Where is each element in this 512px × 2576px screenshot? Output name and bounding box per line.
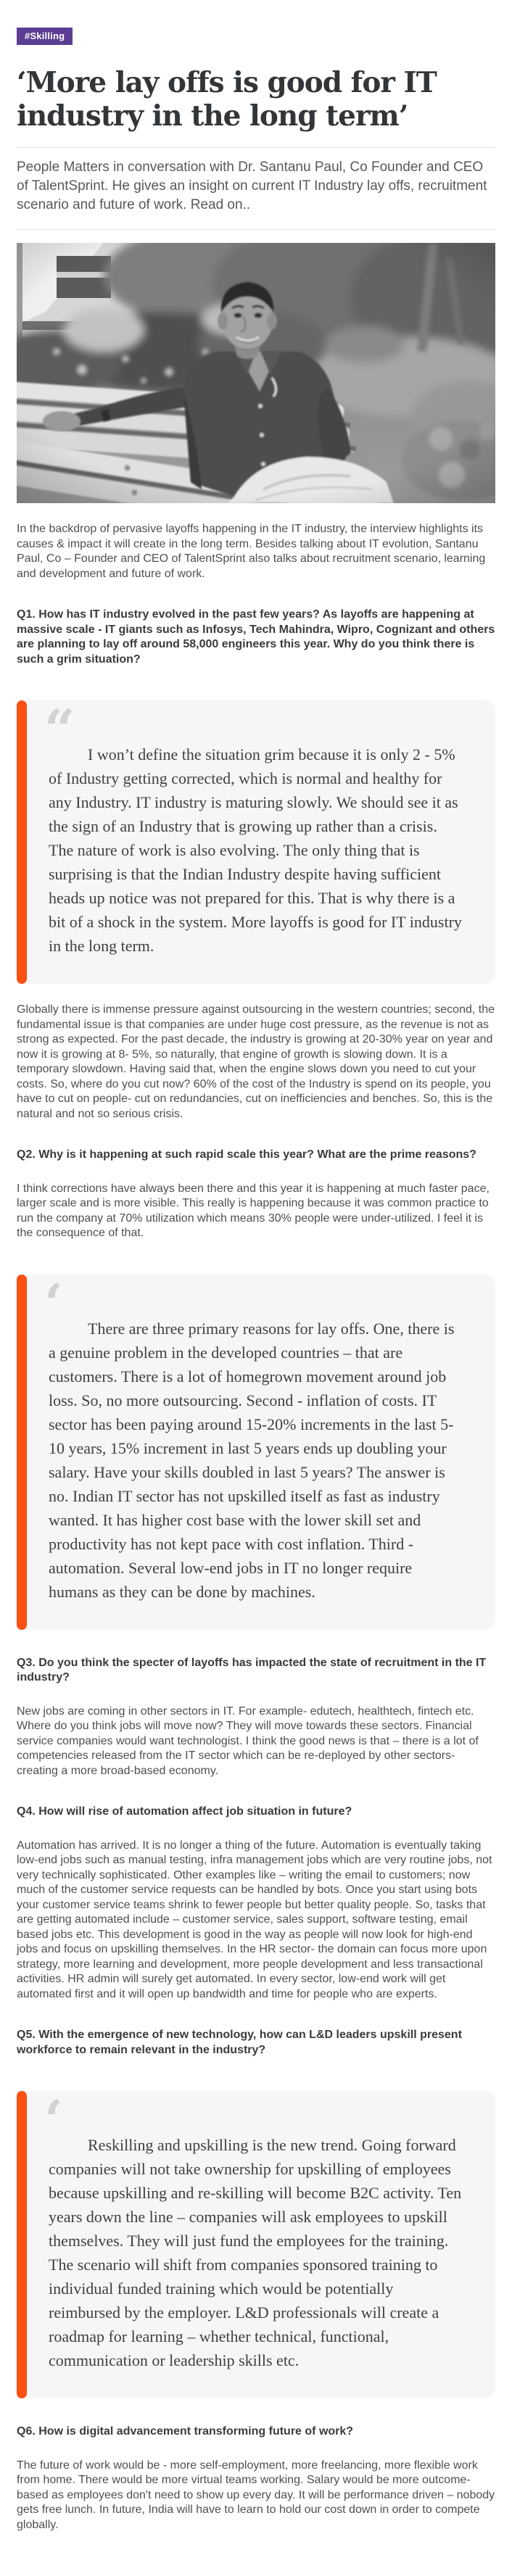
quote-2-text: There are three primary reasons for lay offs. One, there is a genuine problem in the developed countries – that are customers. There is a lot of homegrown movement around job loss. So, no more outsourcing. Second - inflation of costs. IT sector has been paying around 15-20% increments in the last 5-10 years, 15% increment in last 5 years ends up doubling your salary. Have your skills doubled in last 5 years? The answer is no. Indian IT sector has not upskilled itself as fast as industry wanted. It has higher cost base with the lower skill set and productivity has not kept pace with cost inflation. Third - automation. Several low-end jobs in IT no longer require humans as they can be done by machines. <box>49 1319 455 1601</box>
quote-accent-bar <box>17 700 27 984</box>
category-tag[interactable]: #Skilling <box>17 28 73 45</box>
open-quote-icon: ‘ <box>44 1272 63 1335</box>
paragraph-newjobs: New jobs are coming in other sectors in IT. For example- edutech, healthtech, fintech etc. Where do you think jobs will move now? They will move towards these sectors. Financial service companies would want technologist. I think the good news is that – there is a lot of competencies released from the IT sector which can be re-deployed by other sectors- creating a more broad-based economy. <box>17 1705 479 1777</box>
page-title: ‘More lay offs is good for IT industry in the long term’ <box>17 66 437 133</box>
quote-accent-bar <box>17 1275 27 1630</box>
quote-3-text: Reskilling and upskilling is the new trend. Going forward companies will not take ownership for upskilling of employees because upskilling and re-skilling will become B2C activity. Ten years down the line – companies will ask employees to upskill themselves. They will just fund the employees for the training. The scenario will shift from companies sponsored training to individual funded training which would be potentially reimbursed by the employer. L&D professionals will create a roadmap for learning – whether technical, functional, communication or leadership skills etc. <box>49 2136 462 2370</box>
paragraph-backdrop: In the backdrop of pervasive layoffs happening in the IT industry, the interview highlights its causes & impact it will create in the long term. Besides talking about IT evolution, Santanu Paul, Co – Founder and CEO of TalentSprint also talks about recruitment scenario, learning and development and future of work. <box>17 523 486 580</box>
paragraph-automation: Automation has arrived. It is no longer a thing of the future. Automation is eventually taking low-end jobs such as manual testing, infra management jobs which are very routine jobs, not very technically sophisticated. Other examples like – writing the email to customers; now much of the customer service requests can be handled by bots. Once you start using bots your customer service teams shrink to fewer people but better quality people. So, tasks that are getting automated include – customer service, sales support, software testing, email based jobs etc. This development is good in the way as people will now look for high-end jobs and focus on upskilling themselves. In the HR sector- the domain can focus more upon strategy, more learning and development, more people development and less transactional activities. HR admin will surely get automated. In every sector, low-end work will get automated first and it will open up bandwidth and time for people who are experts. <box>17 1839 492 2000</box>
divider-top <box>17 147 495 148</box>
question-5: Q5. With the emergence of new technology, how can L&D leaders upskill present workforce to remain relevant in the industry? <box>17 2029 462 2056</box>
paragraph-corrections: I think corrections have always been there and this year it is happening at much faster pace, larger scale and is more visible. This really is happening because it was common practice to run the company at 70% utilization which means 30% people were under-utilized. I feel it is the consequence of that. <box>17 1182 490 1240</box>
paragraph-globally: Globally there is immense pressure against outsourcing in the western countries; second, the fundamental issue is that companies are under huge cost pressure, as the revenue is not as strong as expected. For the past decade, the industry is growing at 20-30% year on year and now it is growing at 8- 5%, so naturally, that engine of growth is slowing down. It is a temporary slowdown. Having said that, when the engine slows down you need to cut your costs. So, where do you cut now? 60% of the cost of the Industry is spend on its people, you have to cut on people- cut on redundancies, cut on inefficiencies and benches. So, this is the natural and not so serious crisis. <box>17 1003 495 1120</box>
paragraph-future: The future of work would be - more self-employment, more freelancing, more flexible work from home. There would be more virtual teams working. Salary would be more outcome-based as employees don't need to show up every day. It will be performance driven – nobody gets free lunch. In future, India will have to learn to hold our cost down in order to compete globally. <box>17 2459 495 2531</box>
open-quote-icon: ‘ <box>44 2090 63 2153</box>
article-photo <box>17 243 495 503</box>
pull-quote-3 <box>17 2091 495 2398</box>
pull-quote-2 <box>17 1272 495 1630</box>
divider-bottom <box>17 229 495 230</box>
question-1: Q1. How has IT industry evolved in the past few years? As layoffs are happening at massive scale - IT giants such as Infosys, Tech Mahindra, Wipro, Cognizant and others are planning to lay off around 58,000 engineers this year. Why do you think there is such a grim situation? <box>17 608 495 666</box>
quote-1-text: I won’t define the situation grim because it is only 2 - 5% of Industry getting corrected, which is normal and healthy for any Industry. IT industry is maturing slowly. We should see it as the sign of an Industry that is growing up rather than a crisis. The nature of work is also evolving. The only thing that is surprising is that the Indian Industry despite having sufficient heads up notice was not prepared for this. That is why there is a bit of a shock in the system. More layoffs is good for IT industry in the long term. <box>49 745 462 956</box>
question-4: Q4. How will rise of automation affect job situation in future? <box>17 1805 352 1818</box>
question-6: Q6. How is digital advancement transforming future of work? <box>17 2425 354 2438</box>
article-standfirst: People Matters in conversation with Dr. Santanu Paul, Co Founder and CEO of TalentSprint. He gives an insight on current IT Industry lay offs, recruitment scenario and future of work. Read on.. <box>17 160 487 213</box>
question-3: Q3. Do you think the specter of layoffs has impacted the state of recruitment in the IT industry? <box>17 1656 487 1684</box>
photo-illustration <box>17 243 495 503</box>
open-quote-icon: “ <box>44 699 75 762</box>
pull-quote-1 <box>17 700 495 984</box>
question-2: Q2. Why is it happening at such rapid scale this year? What are the prime reasons? <box>17 1148 476 1161</box>
quote-accent-bar <box>17 2091 27 2398</box>
